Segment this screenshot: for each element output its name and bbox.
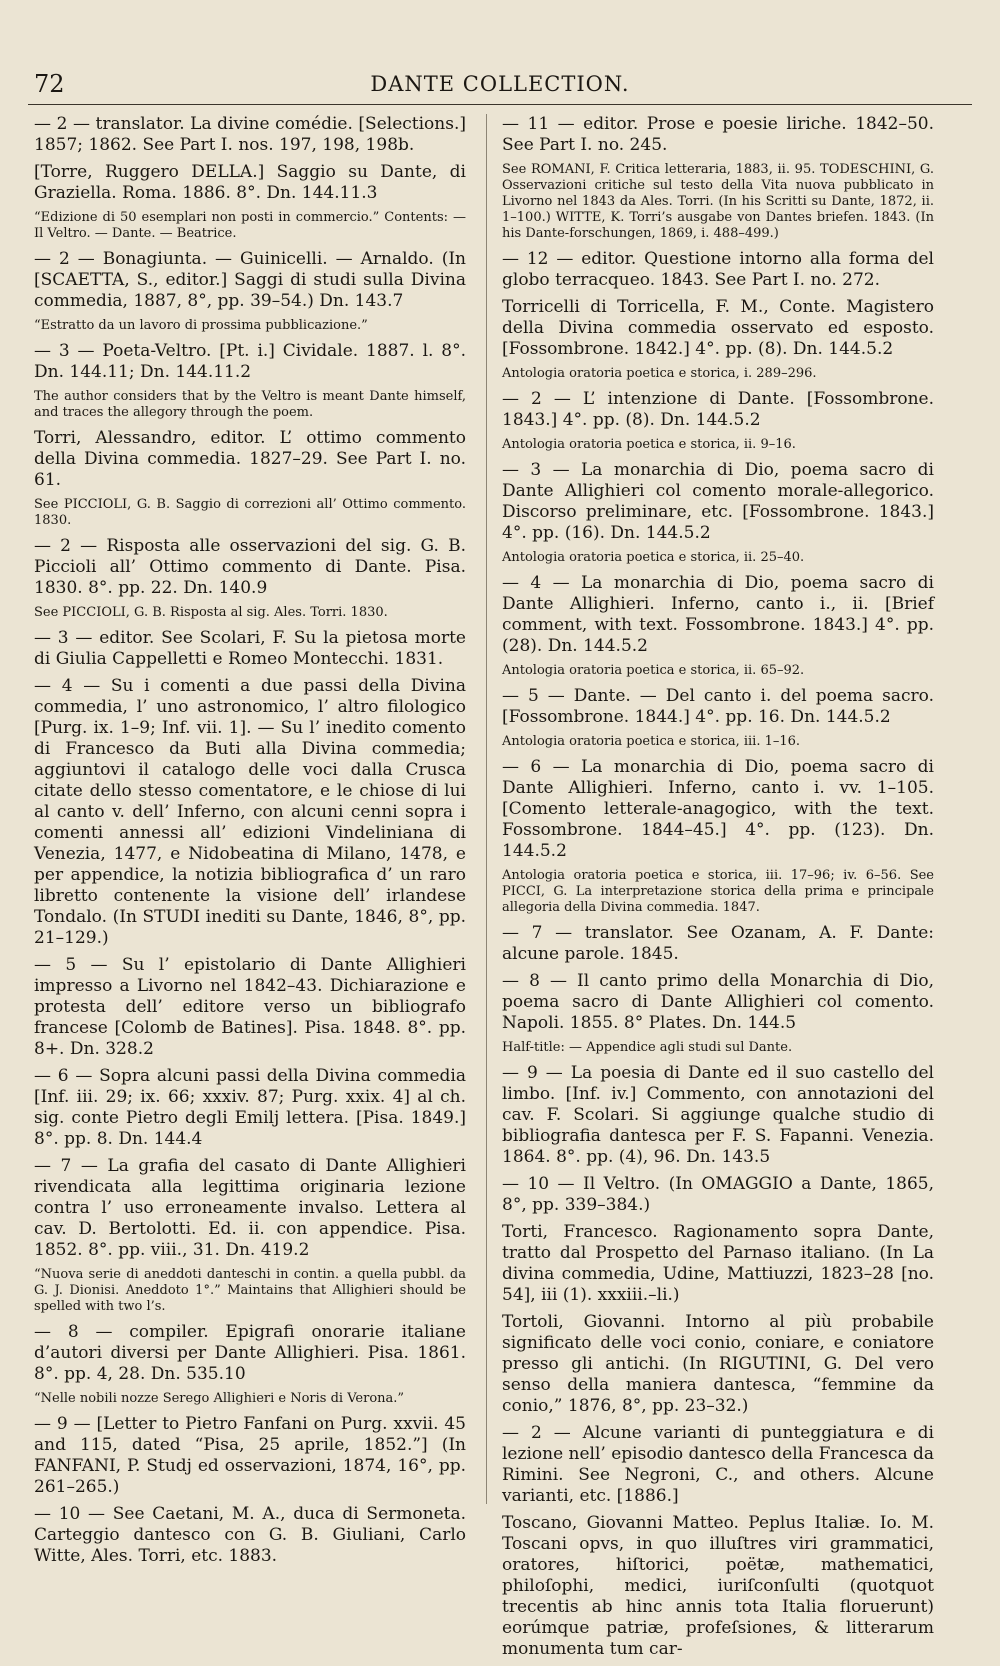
header-rule: [28, 104, 972, 105]
catalog-entry: — 6 — La monarchia di Dio, poema sacro di Dante Allighieri. Inferno, canto i. vv. 1–105. [Comento letterale-anagogico, with the text. Fossombrone. 1844–45.] 4°. pp. (123). Dn. 144.5.2: [502, 757, 934, 861]
catalog-note: See PICCIOLI, G. B. Saggio di correzioni all’ Ottimo commento. 1830.: [34, 497, 466, 528]
column-divider: [486, 114, 487, 1504]
catalog-note: Antologia oratoria poetica e storica, ii. 9–16.: [502, 437, 796, 452]
catalog-entry: — 7 — La grafia del casato di Dante Allighieri rivendicata alla legittima originaria lezione contra l’ uso erroneamente invalso. Lettera al cav. D. Bertolotti. Ed. ii. con appendice. Pisa. 1852. 8°. pp. viii., 31. Dn. 419.2: [34, 1156, 466, 1260]
running-head: DANTE COLLECTION.: [370, 72, 630, 96]
catalog-note: Antologia oratoria poetica e storica, i. 289–296.: [502, 366, 817, 381]
catalog-entry: — 2 — Bonagiunta. — Guinicelli. — Arnaldo. (In [SCAETTA, S., editor.] Saggi di studi sulla Divina commedia, 1887, 8°, pp. 39–54.) Dn. 143.7: [34, 249, 466, 311]
catalog-entry: — 10 — Il Veltro. (In OMAGGIO a Dante, 1865, 8°, pp. 339–384.): [502, 1174, 934, 1215]
catalog-entry: Torti, Francesco. Ragionamento sopra Dante, tratto dal Prospetto del Parnaso italiano. (In La divina commedia, Udine, Mattiuzzi, 1823–28 [no. 54], iii (1). xxxiii.–li.): [502, 1222, 934, 1305]
catalog-note: Antologia oratoria poetica e storica, iii. 1–16.: [502, 734, 801, 749]
catalog-entry: Torricelli di Torricella, F. M., Conte. Magistero della Divina commedia osservato ed esposto. [Fossombrone. 1842.] 4°. pp. (8). Dn. 144.5.2: [502, 297, 934, 359]
catalog-entry: — 2 — translator. La divine comédie. [Selections.] 1857; 1862. See Part I. nos. 197, 198, 198b.: [34, 114, 466, 155]
catalog-note: “Edizione di 50 esemplari non posti in commercio.” Contents: — Il Veltro. — Dante. — Beatrice.: [34, 210, 466, 241]
catalog-entry: — 9 — La poesia di Dante ed il suo castello del limbo. [Inf. iv.] Commento, con annotazioni del cav. F. Scolari. Si aggiunge qualche studio di bibliografia dantesca per F. S. Fapanni. Venezia. 1864. 8°. pp. (4), 96. Dn. 143.5: [502, 1063, 934, 1167]
catalog-note: See ROMANI, F. Critica letteraria, 1883, ii. 95. TODESCHINI, G. Osservazioni critiche sul testo della Vita nuova pubblicato in Livorno nel 1843 da Ales. Torri. (In his Scritti su Dante, 1872, ii. 1–100.) WITTE, K. Torri’s ausgabe von Dantes briefen. 1843. (In his Dante-forschungen, 1869, i. 488–499.): [502, 162, 934, 241]
catalog-entry: — 7 — translator. See Ozanam, A. F. Dante: alcune parole. 1845.: [502, 923, 934, 964]
catalog-note: Antologia oratoria poetica e storica, ii. 65–92.: [502, 663, 805, 678]
catalog-entry: — 3 — Poeta-Veltro. [Pt. i.] Cividale. 1887. l. 8°. Dn. 144.11; Dn. 144.11.2: [34, 341, 466, 382]
catalog-entry: — 12 — editor. Questione intorno alla forma del globo terracqueo. 1843. See Part I. no. 272.: [502, 249, 934, 290]
catalog-entry: Tortoli, Giovanni. Intorno al più probabile significato delle voci conio, coniare, e coniatore presso gli antichi. (In RIGUTINI, G. Del vero senso della maniera dantesca, “femmine da conio,” 1876, 8°, pp. 23–32.): [502, 1312, 934, 1416]
catalog-entry: — 8 — compiler. Epigrafi onorarie italiane d’autori diversi per Dante Allighieri. Pisa. 1861. 8°. pp. 4, 28. Dn. 535.10: [34, 1322, 466, 1384]
catalog-entry: [Torre, Ruggero DELLA.] Saggio su Dante, di Graziella. Roma. 1886. 8°. Dn. 144.11.3: [34, 162, 466, 203]
page-header: [0, 70, 1000, 100]
catalog-entry: — 5 — Su l’ epistolario di Dante Allighieri impresso a Livorno nel 1842–43. Dichiarazione e protesta dell’ editore verso un bibliografo francese [Colomb de Batines]. Pisa. 1848. 8°. pp. 8+. Dn. 328.2: [34, 955, 466, 1059]
catalog-entry: — 8 — Il canto primo della Monarchia di Dio, poema sacro di Dante Allighieri col comento. Napoli. 1855. 8° Plates. Dn. 144.5: [502, 971, 934, 1033]
catalog-entry: — 2 — Alcune varianti di punteggiatura e di lezione nell’ episodio dantesco della Francesca da Rimini. See Negroni, C., and others. Alcune varianti, etc. [1886.]: [502, 1423, 935, 1506]
catalog-note: See PICCIOLI, G. B. Risposta al sig. Ales. Torri. 1830.: [34, 605, 388, 620]
catalog-entry: — 3 — editor. See Scolari, F. Su la pietosa morte di Giulia Cappelletti e Romeo Montecchi. 1831.: [34, 628, 466, 669]
catalog-entry: — 3 — La monarchia di Dio, poema sacro di Dante Allighieri col comento morale-allegorico. Discorso preliminare, etc. [Fossombrone. 1843.] 4°. pp. (16). Dn. 144.5.2: [502, 460, 934, 543]
catalog-entry: — 9 — [Letter to Pietro Fanfani on Purg. xxvii. 45 and 115, dated “Pisa, 25 aprile, 1852.”] (In FANFANI, P. Studj ed osservazioni, 1874, 16°, pp. 261–265.): [34, 1414, 466, 1497]
catalog-entry: — 10 — See Caetani, M. A., duca di Sermoneta. Carteggio dantesco con G. B. Giuliani, Carlo Witte, Ales. Torri, etc. 1883.: [34, 1504, 466, 1566]
catalog-entry: Torri, Alessandro, editor. L’ ottimo commento della Divina commedia. 1827–29. See Part I. no. 61.: [34, 428, 466, 490]
catalog-entry: — 11 — editor. Prose e poesie liriche. 1842–50. See Part I. no. 245.: [502, 114, 934, 155]
right-column: [502, 114, 934, 1666]
catalog-note: Antologia oratoria poetica e storica, iii. 17–96; iv. 6–56. See PICCI, G. La interpretazione storica della prima e principale allegoria della Divina commedia. 1847.: [502, 868, 934, 915]
catalog-note: Half-title: — Appendice agli studi sul Dante.: [502, 1040, 793, 1055]
catalog-note: Antologia oratoria poetica e storica, ii. 25–40.: [502, 550, 805, 565]
catalog-entry: Toscano, Giovanni Matteo. Peplus Italiæ. Io. M. Toscani opvs, in quo illuſtres viri grammatici, oratores, hiſtorici, poëtæ, mathematici, philoſophi, medici, iuriſconſulti (quotquot trecentis ab hinc annis tota Italia floruerunt) eorúmque patriæ, profeſsiones, & litterarum monumenta tum car-: [502, 1513, 934, 1659]
catalog-note: “Nuova serie di aneddoti danteschi in contin. a quella pubbl. da G. J. Dionisi. Aneddoto 1°.” Maintains that Allighieri should be spelled with two l’s.: [34, 1267, 466, 1314]
catalog-entry: — 2 — Risposta alle osservazioni del sig. G. B. Piccioli all’ Ottimo commento di Dante. Pisa. 1830. 8°. pp. 22. Dn. 140.9: [34, 536, 466, 598]
catalog-note: The author considers that by the Veltro is meant Dante himself, and traces the allegory through the poem.: [34, 389, 466, 420]
catalog-entry: — 6 — Sopra alcuni passi della Divina commedia [Inf. iii. 29; ix. 66; xxxiv. 87; Purg. xxix. 4] al ch. sig. conte Pietro degli Emilj lettera. [Pisa. 1849.] 8°. pp. 8. Dn. 144.4: [34, 1066, 466, 1149]
catalog-entry: — 5 — Dante. — Del canto i. del poema sacro. [Fossombrone. 1844.] 4°. pp. 16. Dn. 144.5.2: [502, 686, 934, 727]
catalog-entry: — 4 — Su i comenti a due passi della Divina commedia, l’ uno astronomico, l’ altro filologico [Purg. ix. 1–9; Inf. vii. 1]. — Su l’ inedito comento di Francesco da Buti alla Divina commedia; aggiuntovi il catalogo delle voci dalla Crusca citate dello stesso comentatore, e le chiose di lui al canto v. dell’ Inferno, con alcuni cenni sopra i comenti annessi all’ edizioni Vindeliniana di Venezia, 1477, e Nidobeatina di Milano, 1478, e per appendice, la notizia bibliografica d’ un raro libretto contenente la visione dell’ irlandese Tondalo. (In STUDI inediti su Dante, 1846, 8°, pp. 21–129.): [34, 676, 466, 948]
catalog-entry: — 4 — La monarchia di Dio, poema sacro di Dante Allighieri. Inferno, canto i., ii. [Brief comment, with text. Fossombrone. 1843.] 4°. pp. (28). Dn. 144.5.2: [502, 573, 934, 656]
catalog-note: “Nelle nobili nozze Serego Allighieri e Noris di Verona.”: [34, 1391, 405, 1406]
left-column: [34, 114, 466, 1573]
page-number: 72: [34, 70, 65, 98]
catalog-entry: — 2 — L’ intenzione di Dante. [Fossombrone. 1843.] 4°. pp. (8). Dn. 144.5.2: [502, 389, 934, 430]
catalog-note: “Estratto da un lavoro di prossima pubblicazione.”: [34, 318, 368, 333]
